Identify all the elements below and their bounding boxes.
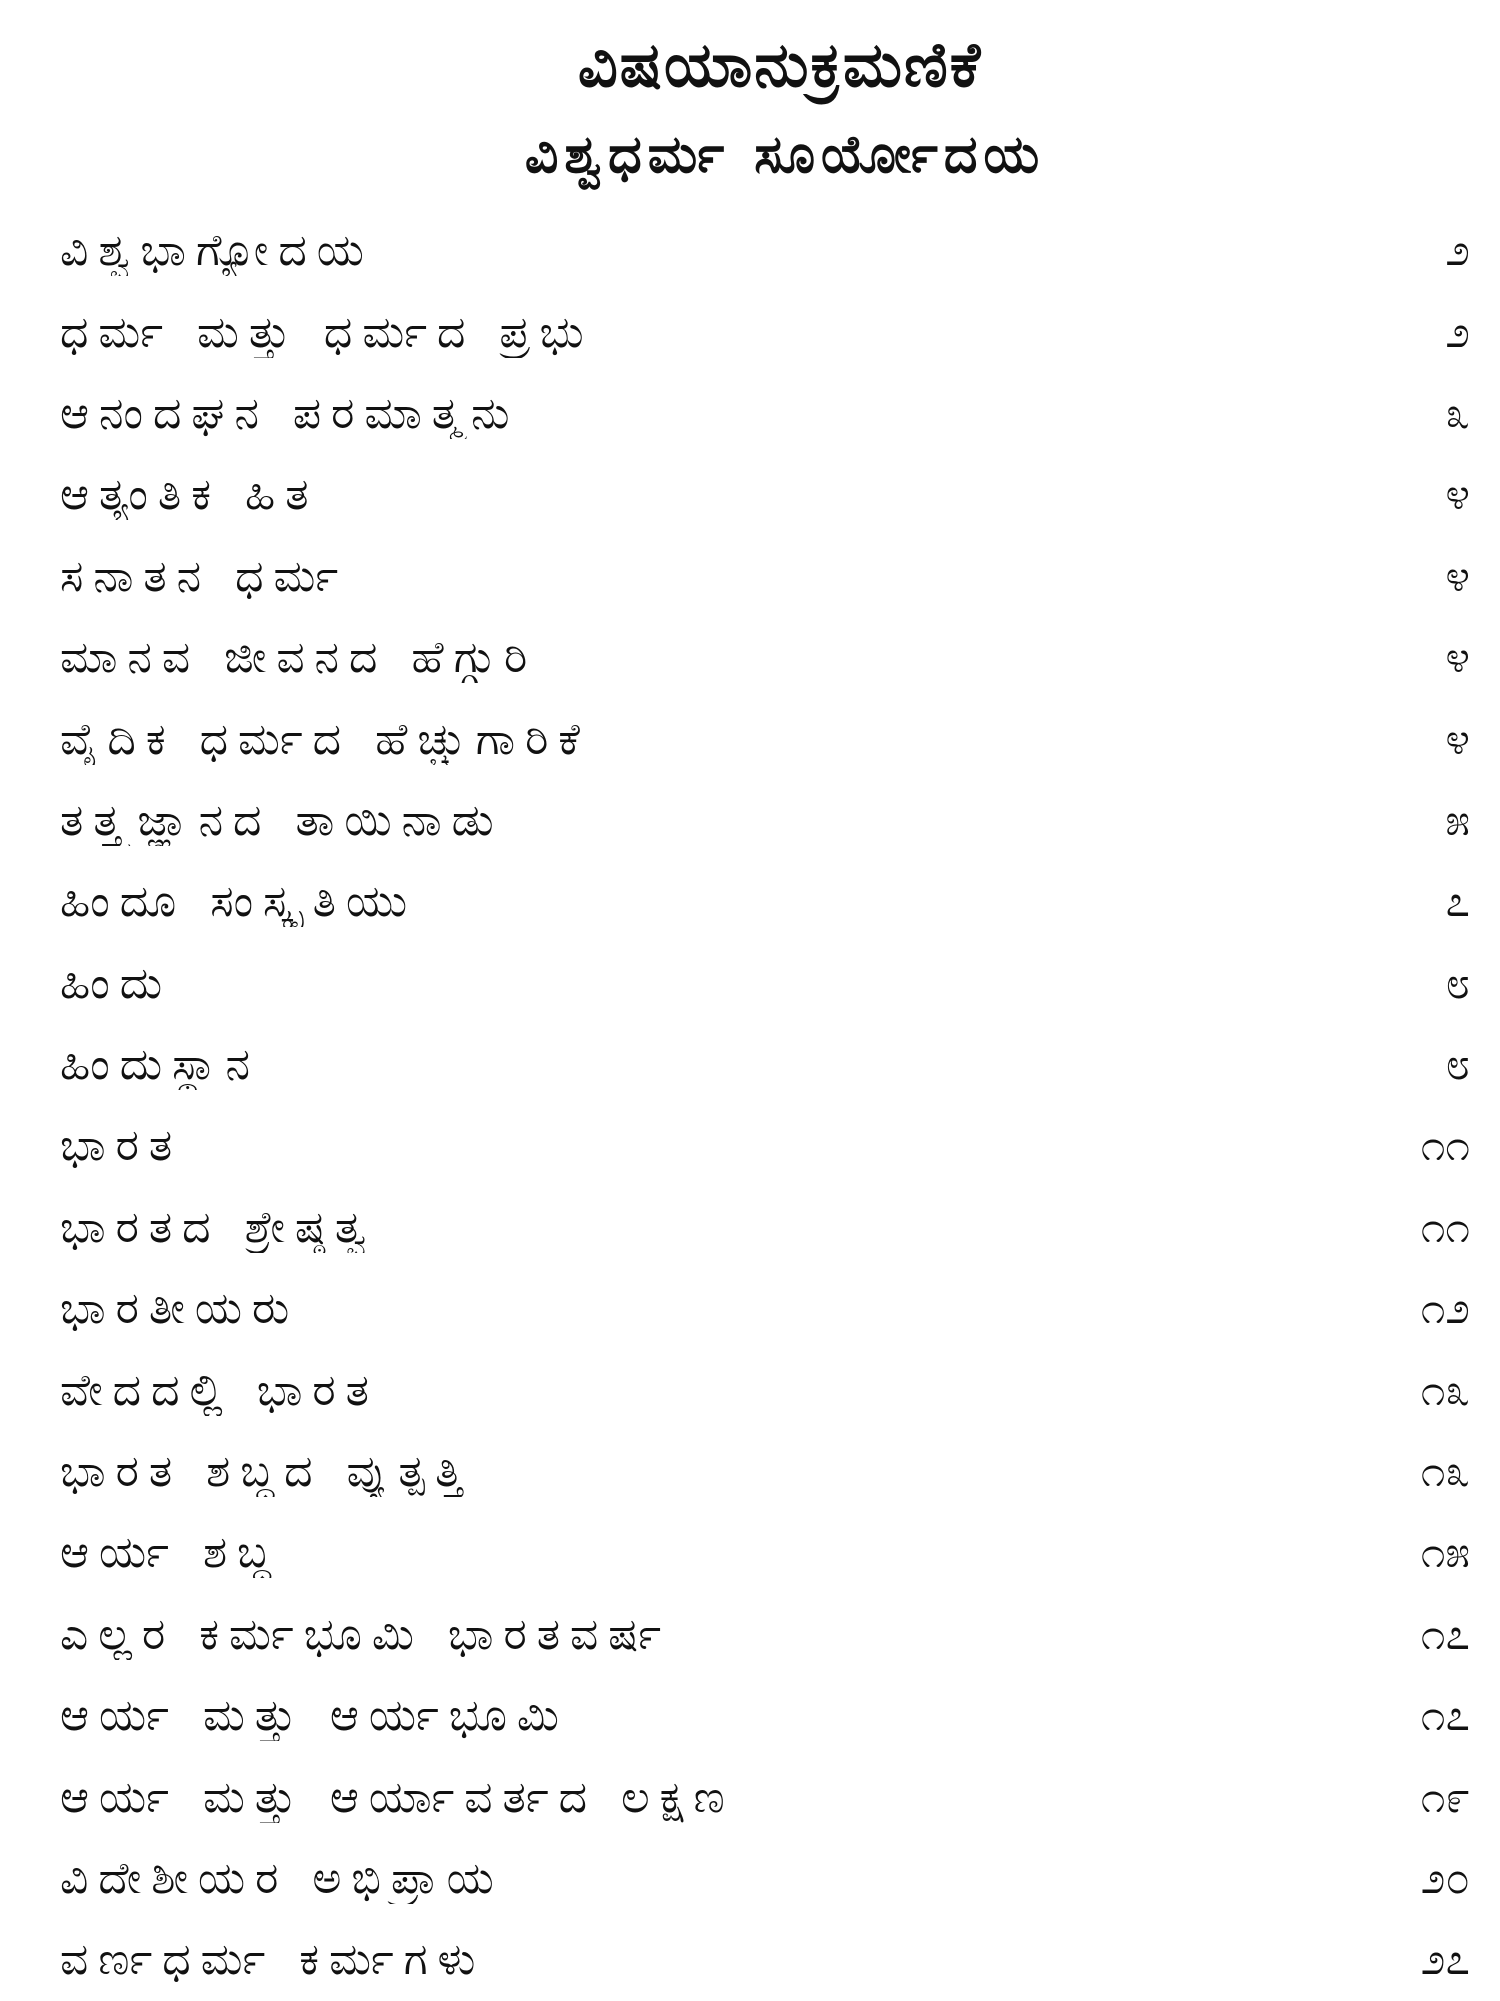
toc-entry-page-number: ೧೩	[1420, 1446, 1470, 1498]
toc-entry-title: ಭಾರತ ಶಬ್ದದ ವ್ಯುತ್ಪತ್ತಿ	[60, 1446, 473, 1498]
toc-entry-title: ಹಿಂದೂ ಸಂಸ್ಕೃತಿಯು	[60, 876, 418, 928]
toc-entry-title: ಎಲ್ಲರ ಕರ್ಮಭೂಮಿ ಭಾರತವರ್ಷ	[60, 1608, 672, 1660]
toc-entry-title: ಆನಂದಘನ ಪರಮಾತ್ಮನು	[60, 387, 520, 439]
toc-entry	[60, 1756, 1480, 1837]
toc-entry-title: ವೇದದಲ್ಲಿ ಭಾರತ	[60, 1364, 379, 1416]
toc-entry-title: ಹಿಂದು	[60, 957, 173, 1009]
toc-entry-title: ಧರ್ಮ ಮತ್ತು ಧರ್ಮದ ಪ್ರಭು	[60, 306, 594, 358]
toc-entry-title: ಆರ್ಯ ಶಬ್ದ	[60, 1527, 281, 1579]
toc-entry-title: ಭಾರತ	[60, 1120, 183, 1172]
toc-entry-page-number: ೧೧	[1420, 1201, 1470, 1253]
toc-entry	[60, 698, 1480, 779]
toc-entry-page-number: ೫	[1445, 794, 1470, 846]
toc-entry-page-number: ೮	[1445, 957, 1470, 1009]
toc-entry-title: ಭಾರತೀಯರು	[60, 1283, 300, 1335]
toc-entry-title: ಆತ್ಯಂತಿಕ ಹಿತ	[60, 469, 319, 521]
toc-entry	[60, 536, 1480, 617]
toc-entry-page-number: ೩	[1445, 387, 1470, 439]
toc-entry-page-number: ೮	[1445, 1039, 1470, 1091]
toc-entry	[60, 1838, 1480, 1919]
toc-entry-page-number: ೧೫	[1420, 1527, 1470, 1579]
toc-entry	[60, 617, 1480, 698]
toc-entry-title: ಹಿಂದುಸ್ಥಾನ	[60, 1039, 260, 1091]
toc-entry-page-number: ೧೭	[1420, 1608, 1470, 1660]
toc-entry	[60, 1349, 1480, 1430]
toc-entry	[60, 1187, 1480, 1268]
toc-entry	[60, 210, 1480, 291]
toc-entry	[60, 1594, 1480, 1675]
toc-entry-page-number: ೨೭	[1420, 1934, 1470, 1986]
toc-entry	[60, 454, 1480, 535]
toc-entry-page-number: ೧೨	[1420, 1283, 1470, 1335]
section-title: ವಿಶ್ವಧರ್ಮ ಸೂರ್ಯೋದಯ	[524, 125, 1046, 185]
toc-entry-title: ವಿಶ್ವಭಾಗ್ಯೋದಯ	[60, 225, 374, 277]
toc-entry-page-number: ೧೭	[1420, 1690, 1470, 1742]
toc-entry-page-number: ೪	[1445, 713, 1470, 765]
toc-entry	[60, 943, 1480, 1024]
toc-entry	[60, 861, 1480, 942]
toc-entry	[60, 1105, 1480, 1186]
toc-entry-page-number: ೪	[1445, 550, 1470, 602]
toc-entry-page-number: ೪	[1445, 469, 1470, 521]
toc-entry	[60, 1268, 1480, 1349]
toc-entry-page-number: ೨೦	[1420, 1853, 1470, 1904]
toc-entry-title: ವರ್ಣಧರ್ಮ ಕರ್ಮಗಳು	[60, 1934, 486, 1986]
toc-entry-page-number: ೧೧	[1420, 1120, 1470, 1172]
toc-entry-page-number: ೭	[1445, 876, 1470, 928]
page-title: ವಿಷಯಾನುಕ್ರಮಣಿಕೆ	[577, 28, 983, 101]
toc-entry-title: ಮಾನವ ಜೀವನದ ಹೆಗ್ಗುರಿ	[60, 632, 538, 684]
toc-entry-page-number: ೪	[1445, 632, 1470, 684]
toc-entry-page-number: ೧೯	[1420, 1771, 1470, 1823]
toc-entry	[60, 780, 1480, 861]
toc-entry-page-number: ೧೩	[1420, 1364, 1470, 1416]
toc-entry	[60, 1512, 1480, 1593]
toc-entry-title: ವಿದೇಶೀಯರ ಅಭಿಪ್ರಾಯ	[60, 1853, 504, 1904]
toc-entry-page-number: ೨	[1445, 306, 1470, 358]
toc-entry-title: ಆರ್ಯ ಮತ್ತು ಆರ್ಯಭೂಮಿ	[60, 1690, 569, 1742]
toc-entry	[60, 1675, 1480, 1756]
toc-entry-title: ಆರ್ಯ ಮತ್ತು ಆರ್ಯಾವರ್ತದ ಲಕ್ಷಣ	[60, 1771, 735, 1823]
table-of-contents	[60, 210, 1480, 2001]
toc-entry	[60, 1024, 1480, 1105]
toc-entry	[60, 1431, 1480, 1512]
toc-entry-title: ಸನಾತನ ಧರ್ಮ	[60, 550, 349, 602]
heading-block	[0, 20, 1500, 200]
toc-entry-title: ಭಾರತದ ಶ್ರೇಷ್ಠತ್ವ	[60, 1201, 377, 1253]
toc-entry-page-number: ೨	[1445, 225, 1470, 277]
toc-entry	[60, 1919, 1480, 2000]
toc-entry-title: ವೈದಿಕ ಧರ್ಮದ ಹೆಚ್ಚುಗಾರಿಕೆ	[60, 713, 590, 765]
toc-entry	[60, 373, 1480, 454]
toc-entry-title: ತತ್ತ್ವಜ್ಞಾನದ ತಾಯಿನಾಡು	[60, 794, 504, 846]
toc-entry	[60, 291, 1480, 372]
